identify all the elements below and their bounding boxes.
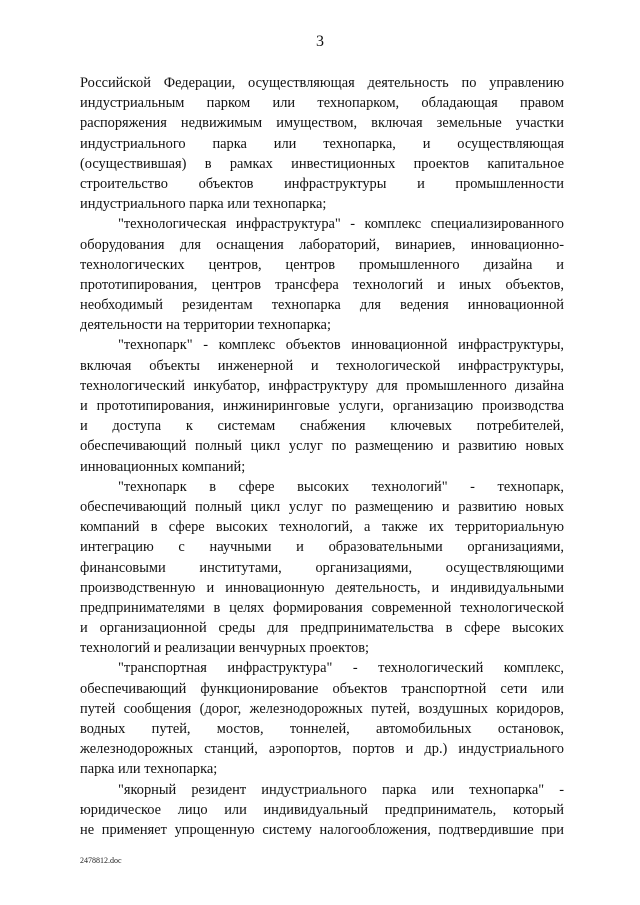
text-line: технологий и реализации венчурных проектов; [80, 640, 370, 657]
text-line: "технопарк" - комплекс объектов инновационной инфраструктуры, [118, 337, 564, 354]
text-line: строительство объектов инфраструктуры и промышленности [80, 175, 564, 192]
text-line: "технопарк в сфере высоких технологий" - технопарк, [118, 478, 564, 495]
text-line: (осуществившая) в рамках инвестиционных проектов капитальное [80, 155, 564, 172]
text-line: и организационной среды для предпринимательства в сфере высоких [80, 620, 564, 637]
text-line: индустриального парка или технопарка, и осуществляющая [80, 135, 564, 152]
text-line: необходимый резидентам технопарка для ведения инновационной [80, 297, 564, 314]
text-line: железнодорожных станций, аэропортов, портов и др.) индустриального [80, 741, 564, 758]
document-body [80, 73, 564, 840]
text-line: "якорный резидент индустриального парка или технопарка" - [118, 781, 564, 798]
text-line: водных путей, мостов, тоннелей, автомобильных остановок, [80, 721, 564, 737]
document-file-id: 2478812.doc [80, 856, 122, 865]
text-line: производственную и инновационную деятельность, и индивидуальными [80, 579, 564, 596]
page-number: 3 [316, 33, 324, 50]
text-line: включая объекты инженерной и технологической инфраструктуры, [80, 357, 564, 374]
text-line: юридическое лицо или индивидуальный предприниматель, который [80, 801, 564, 818]
text-line: и прототипирования, инжиниринговые услуги, организацию производства [80, 398, 564, 414]
text-line: инновационных компаний; [80, 458, 246, 475]
text-line: "технологическая инфраструктура" - комплекс специализированного [118, 216, 564, 233]
text-line: путей сообщения (дорог, железнодорожных путей, воздушных коридоров, [80, 700, 564, 717]
text-line: обеспечивающий полный цикл услуг по размещению и развитию новых [80, 438, 564, 455]
text-line: технологических центров, центров промышленного дизайна и [80, 256, 564, 273]
text-line: предпринимателями в целях формирования современной технологической [80, 599, 564, 616]
text-line: оборудования для оснащения лабораторий, винариев, инновационно- [80, 236, 564, 253]
text-line: парка или технопарка; [80, 761, 218, 778]
text-line: распоряжения недвижимым имуществом, включая земельные участки [80, 115, 564, 132]
text-line: обеспечивающий функционирование объектов транспортной сети или [80, 680, 564, 697]
text-line: индустриальным парком или технопарком, обладающая правом [80, 95, 564, 112]
text-line: и доступа к системам снабжения ключевых потребителей, [80, 418, 564, 435]
text-line: обеспечивающий полный цикл услуг по размещению и развитию новых [80, 498, 564, 515]
text-line: Российской Федерации, осуществляющая деятельность по управлению [80, 75, 564, 91]
text-line: интеграцию с научными и образовательными организациями, [80, 539, 564, 556]
text-line: не применяет упрощенную систему налогообложения, подтвердившие при [80, 821, 564, 838]
text-line: "транспортная инфраструктура" - технологический комплекс, [118, 660, 564, 677]
text-line: финансовыми институтами, организациями, осуществляющими [80, 559, 564, 576]
text-line: индустриального парка или технопарка; [80, 196, 327, 213]
text-line: компаний в сфере высоких технологий, а также их территориальную [80, 519, 564, 536]
text-line: деятельности на территории технопарка; [80, 317, 331, 334]
text-line: технологический инкубатор, инфраструктуру для промышленного дизайна [80, 377, 564, 394]
text-line: прототипирования, центров трансфера технологий и иных объектов, [80, 276, 564, 293]
